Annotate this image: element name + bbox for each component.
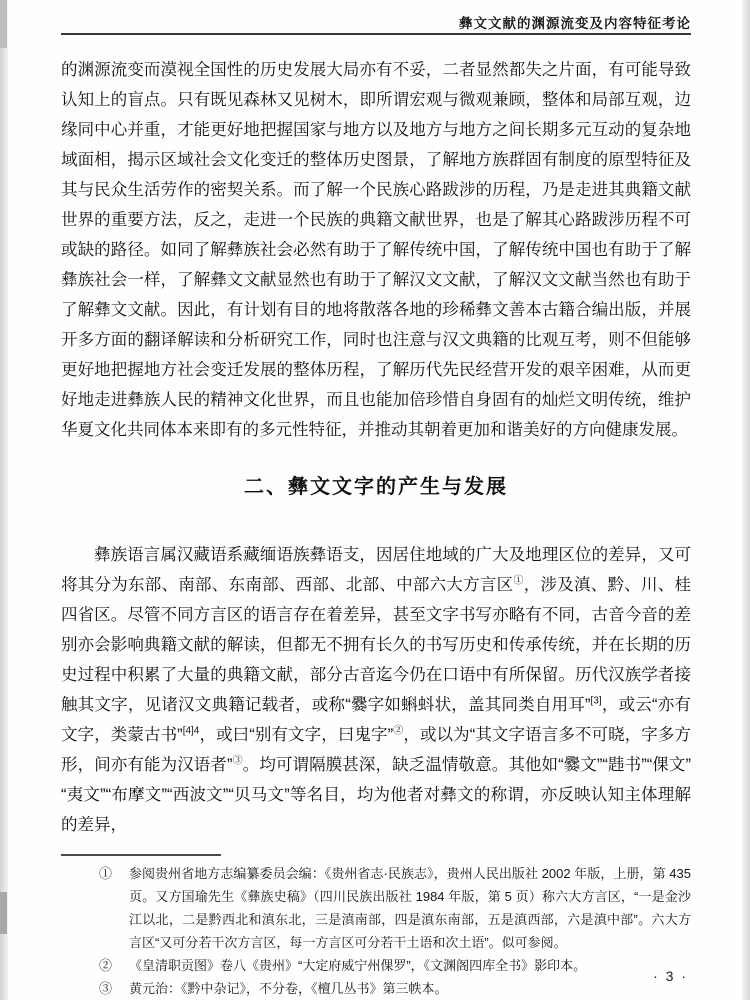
footnote-separator xyxy=(61,854,221,856)
footnote-ref: ② xyxy=(393,725,404,737)
text-run: 彝族语言属汉藏语系藏缅语族彝语支，因居住地域的广大及地理区位的差异，又可将其分为东部、南部、东南部、西部、北部、中部六大方言区 xyxy=(61,546,691,594)
footnote-marker: ② xyxy=(99,958,113,973)
page-content xyxy=(61,55,691,1000)
text-run: ，涉及滇、黔、川、桂四省区。尽管不同方言区的语言存在着差异，甚至文字书写亦略有不同，古音今音的差别亦会影响典籍文献的解读，但都无不拥有长久的书写历史和传承传统，并在长期的历史过程中积累了大量的典籍文献，部分古音迄今仍在口语中有所保留。历代汉族学者接触其文字，见诸汉文典籍记载者，或称“爨字如蝌蚪状，盖其同类自用耳” xyxy=(61,576,692,714)
footnote-item xyxy=(99,862,691,954)
footnote-ref: ① xyxy=(513,575,524,587)
text-run: ，或曰“别有文字，曰鬼字” xyxy=(199,726,394,744)
footnote-text: 参阅贵州省地方志编纂委员会编：《贵州省志·民族志》，贵州人民出版社 2002 年版，上册，第 435 页。又方国瑜先生《彝族史稿》（四川民族出版社 1984 年版，第 5 页）称六大方言区，“一是金沙江以北，二是黔西北和滇东北，三是滇南部，四是滇东南部，五是滇西部，六是滇中部”。六大方言区“又可分若干次方言区，每一方言区可分若干土语和次土语”。似可参阅。 xyxy=(129,866,691,950)
scan-edge-left xyxy=(0,0,8,1000)
footnotes-section xyxy=(61,862,691,1000)
text-run: ，或云“亦有文字，类蒙古书” xyxy=(61,696,691,744)
scan-artifact xyxy=(0,892,7,934)
footnote-marker: ① xyxy=(99,866,113,881)
footnote-text: 《皇清职贡图》卷八《贵州》“大定府威宁州倮罗”，《文渊阁四库全书》影印本。 xyxy=(129,958,587,973)
scan-artifact xyxy=(0,0,7,48)
header-rule xyxy=(61,33,691,35)
footnote-ref: [3] xyxy=(590,695,602,707)
text-run: 。均可谓隔膜甚深，缺乏温情敬意。其他如“爨文”“韪书”“倮文”“夷文”“布摩文”“西波文”“贝马文”等名目，均为他者对彝文的称谓，亦反映认知主体理解的差异， xyxy=(61,756,692,834)
text-run: ，或以为“其文字语言多不可晓，字多方形，间亦有能为汉语者” xyxy=(61,726,692,774)
body-paragraph-1: 的渊源流变而漠视全国性的历史发展大局亦有不妥，二者显然都失之片面，有可能导致认知上的盲点。只有既见森林又见树木，即所谓宏观与微观兼顾，整体和局部互观，边缘同中心并重，才能更好地把握国家与地方以及地方与地方之间长期多元互动的复杂地域面相，揭示区域社会文化变迁的整体历史图景，了解地方族群固有制度的原型特征及其与民众生活劳作的密契关系。而了解一个民族心路跋涉的历程，乃是走进其典籍文献世界的重要方法，反之，走进一个民族的典籍文献世界，也是了解其心路跋涉历程不可或缺的路径。如同了解彝族社会必然有助于了解传统中国，了解传统中国也有助于了解彝族社会一样，了解彝文文献显然也有助于了解汉文文献，了解汉文文献当然也有助于了解彝文文献。因此，有计划有目的地将散落各地的珍稀彝文善本古籍合编出版，并展开多方面的翻译解读和分析研究工作，同时也注意与汉文典籍的比观互考，则不但能够更好地把握地方社会变迁发展的整体历程，了解历代先民经营开发的艰辛困难，从而更好地走进彝族人民的精神文化世界，而且也能加倍珍惜自身固有的灿烂文明传统，维护华夏文化共同体本来即有的多元性特征，并推动其朝着更加和谐美好的方向健康发展。 xyxy=(61,61,691,439)
running-head-title: 彝文文献的渊源流变及内容特征考论 xyxy=(459,16,691,31)
body-paragraph-2 xyxy=(61,540,691,840)
page-number: · 3 · xyxy=(653,968,688,984)
footnote-ref: ③ xyxy=(232,755,243,767)
section-heading: 二、彝文文字的产生与发展 xyxy=(244,476,508,498)
footnote-text: 黄元治：《黔中杂记》，不分卷，《檀几丛书》第三帙本。 xyxy=(129,981,448,996)
footnote-item xyxy=(99,977,691,1000)
footnote-marker: ③ xyxy=(99,981,113,996)
footnote-ref: [4]4 xyxy=(182,725,200,737)
scan-edge-right xyxy=(742,0,750,1000)
footnote-item xyxy=(99,954,691,977)
